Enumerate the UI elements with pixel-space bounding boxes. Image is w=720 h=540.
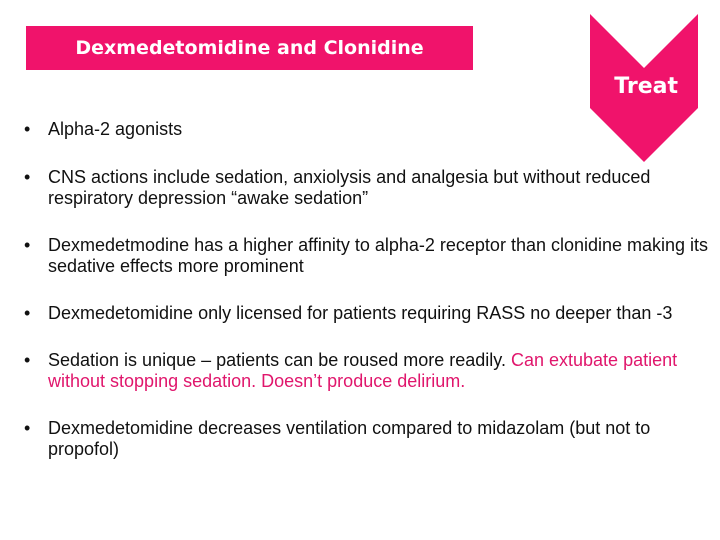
bullet-icon: • bbox=[24, 350, 31, 370]
list-item bbox=[24, 167, 714, 209]
bullet-icon: • bbox=[24, 418, 31, 438]
treat-label: Treat bbox=[614, 74, 678, 99]
bullet-text: Alpha-2 agonists bbox=[48, 119, 183, 139]
bullet-text: Dexmedetomidine only licensed for patients requiring RASS no deeper than -3 bbox=[48, 303, 673, 323]
slide-title-text: Dexmedetomidine and Clonidine bbox=[75, 37, 424, 59]
slide-title bbox=[26, 26, 473, 70]
bullet-icon: • bbox=[24, 303, 31, 323]
bullet-highlight-text: Can extubate patient without stopping sedation. Doesn’t produce delirium. bbox=[48, 350, 678, 391]
bullet-icon: • bbox=[24, 167, 31, 187]
bullet-icon: • bbox=[24, 235, 31, 255]
bullet-list bbox=[24, 119, 714, 460]
list-item bbox=[24, 235, 714, 277]
bullet-text: Sedation is unique – patients can be roused more readily. bbox=[48, 350, 506, 370]
list-item bbox=[24, 418, 714, 460]
bullet-text: Dexmedetmodine has a higher affinity to alpha-2 receptor than clonidine making its sedative effects more prominent bbox=[48, 235, 709, 276]
bullet-text: CNS actions include sedation, anxiolysis and analgesia but without reduced respiratory depression “awake sedation” bbox=[48, 167, 651, 208]
bullet-icon: • bbox=[24, 119, 31, 139]
list-item bbox=[24, 350, 714, 392]
list-item bbox=[24, 119, 714, 140]
list-item bbox=[24, 303, 714, 324]
bullet-text: Dexmedetomidine decreases ventilation compared to midazolam (but not to propofol) bbox=[48, 418, 651, 459]
